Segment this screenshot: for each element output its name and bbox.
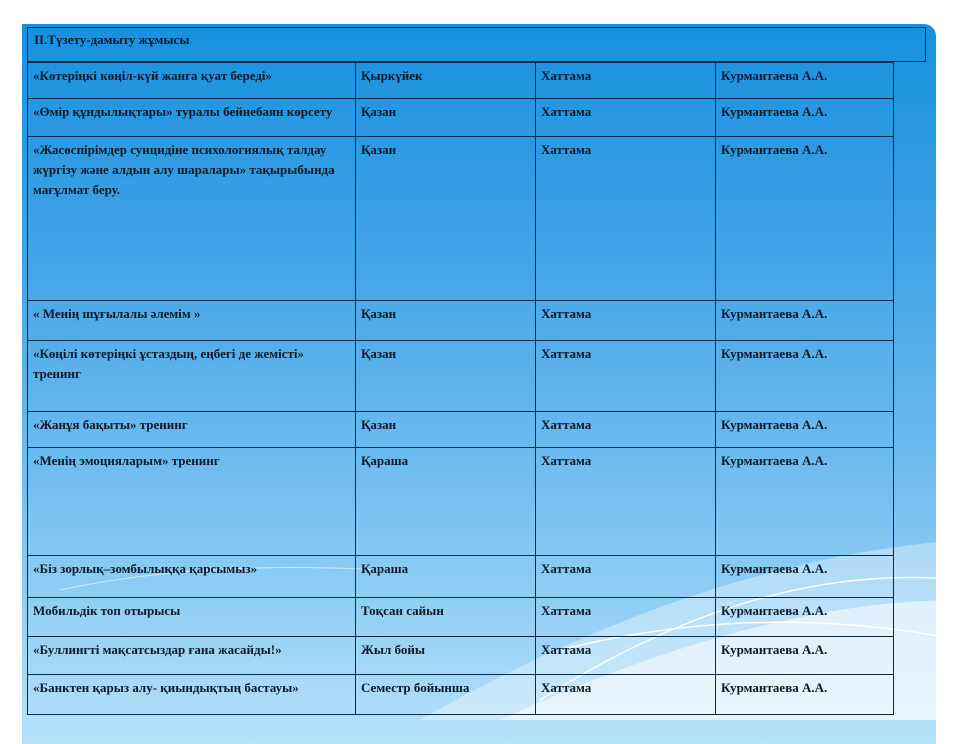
cell-responsible: Курмантаева А.А. — [716, 598, 894, 637]
cell-date: Семестр бойынша — [356, 675, 536, 715]
cell-form: Хаттама — [536, 412, 716, 448]
table-row — [28, 637, 894, 675]
cell-responsible: Курмантаева А.А. — [716, 556, 894, 598]
cell-date: Қараша — [356, 448, 536, 556]
cell-event: «Жасөспірімдер суицидіне психологиялық талдау жүргізу және алдын алу шаралары» тақырыбында мағұлмат беру. — [28, 137, 356, 301]
cell-responsible: Курмантаева А.А. — [716, 99, 894, 137]
cell-form: Хаттама — [536, 598, 716, 637]
table-row — [28, 137, 894, 301]
cell-date: Қазан — [356, 412, 536, 448]
cell-event: «Біз зорлық–зомбылыққа қарсымыз» — [28, 556, 356, 598]
cell-date: Қазан — [356, 341, 536, 412]
cell-form: Хаттама — [536, 99, 716, 137]
cell-date: Қараша — [356, 556, 536, 598]
cell-form: Хаттама — [536, 675, 716, 715]
cell-responsible: Курмантаева А.А. — [716, 341, 894, 412]
section-title: II.Түзету-дамыту жұмысы — [27, 27, 926, 62]
cell-form: Хаттама — [536, 63, 716, 99]
cell-event: «Банктен қарыз алу- қиындықтың бастауы» — [28, 675, 356, 715]
cell-form: Хаттама — [536, 448, 716, 556]
cell-form: Хаттама — [536, 637, 716, 675]
cell-form: Хаттама — [536, 137, 716, 301]
cell-event: «Көтеріңкі көңіл-күй жанға қуат береді» — [28, 63, 356, 99]
table-row — [28, 63, 894, 99]
cell-form: Хаттама — [536, 301, 716, 341]
cell-date: Қыркүйек — [356, 63, 536, 99]
table-row — [28, 412, 894, 448]
cell-event: «Өмір құндылықтары» туралы бейнебаян көрсету — [28, 99, 356, 137]
cell-responsible: Курмантаева А.А. — [716, 448, 894, 556]
cell-form: Хаттама — [536, 341, 716, 412]
cell-date: Қазан — [356, 301, 536, 341]
cell-responsible: Курмантаева А.А. — [716, 301, 894, 341]
cell-date: Қазан — [356, 99, 536, 137]
cell-event: «Буллингті мақсатсыздар ғана жасайды!» — [28, 637, 356, 675]
table-row — [28, 598, 894, 637]
cell-responsible: Курмантаева А.А. — [716, 412, 894, 448]
cell-event: «Жанұя бақыты» тренинг — [28, 412, 356, 448]
cell-event: « Менің шұғылалы әлемім » — [28, 301, 356, 341]
table-row — [28, 341, 894, 412]
cell-date: Қазан — [356, 137, 536, 301]
cell-responsible: Курмантаева А.А. — [716, 63, 894, 99]
cell-responsible: Курмантаева А.А. — [716, 675, 894, 715]
table-row — [28, 99, 894, 137]
cell-event: «Көңілі көтеріңкі ұстаздың, еңбегі де жемісті» тренинг — [28, 341, 356, 412]
table-row — [28, 556, 894, 598]
cell-form: Хаттама — [536, 556, 716, 598]
cell-date: Жыл бойы — [356, 637, 536, 675]
cell-date: Тоқсан сайын — [356, 598, 536, 637]
cell-event: «Менің эмоцияларым» тренинг — [28, 448, 356, 556]
table-row — [28, 301, 894, 341]
cell-responsible: Курмантаева А.А. — [716, 637, 894, 675]
activities-table — [27, 62, 894, 715]
table-row — [28, 675, 894, 715]
table-row — [28, 448, 894, 556]
cell-event: Мобильдік топ отырысы — [28, 598, 356, 637]
cell-responsible: Курмантаева А.А. — [716, 137, 894, 301]
